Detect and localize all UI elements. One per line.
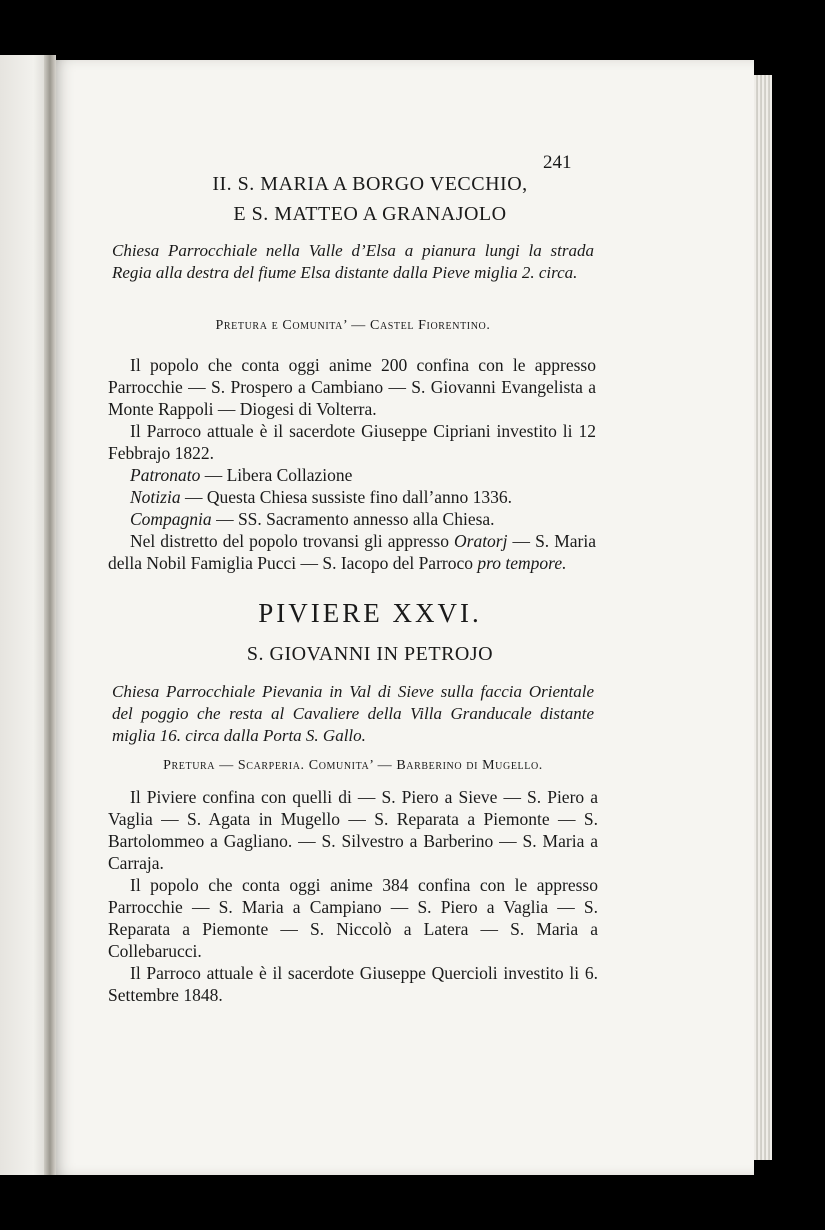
left-page-edge <box>0 55 48 1175</box>
patronato-label: Patronato <box>130 465 201 485</box>
compagnia-label: Compagnia <box>130 509 212 529</box>
section2-court: Pretura — Scarperia. Comunita’ — Barberino di Mugello. <box>163 758 543 773</box>
section2-paragraph3: Il Parroco attuale è il sacerdote Giuseppe Quercioli investito li 6. Settembre 1848. <box>108 963 598 1005</box>
section1-title-line2: E S. MATTEO A GRANAJOLO <box>233 203 507 225</box>
paragraph3-start: Nel distretto del popolo trovansi gli appresso <box>130 531 449 551</box>
section1-description: Chiesa Parrocchiale nella Valle d’Elsa a pianura lungi la strada Regia alla destra del fiume Elsa distante dalla Pieve miglia 2. circa. <box>112 241 594 282</box>
section1-patronato <box>108 464 596 486</box>
notizia-value: — Questa Chiesa sussiste fino dall’anno 1336. <box>184 487 513 507</box>
paragraph3-end: pro tempore. <box>477 553 567 573</box>
section2-body <box>108 786 598 1006</box>
section1-compagnia <box>108 508 596 530</box>
section1-paragraph3 <box>108 530 596 574</box>
section1-paragraph1: Il popolo che conta oggi anime 200 confina con le appresso Parrocchie — S. Prospero a Cambiano — S. Giovanni Evangelista a Monte Rappoli — Diogesi di Volterra. <box>108 355 596 419</box>
section1-title-line1: II. S. MARIA A BORGO VECCHIO, <box>212 173 528 195</box>
page-number: 241 <box>543 152 572 173</box>
section1-paragraph2: Il Parroco attuale è il sacerdote Giuseppe Cipriani investito li 12 Febbrajo 1822. <box>108 421 596 463</box>
section2-title: PIVIERE XXVI. <box>258 598 482 628</box>
section2-paragraph2: Il popolo che conta oggi anime 384 confina con le appresso Parrocchie — S. Maria a Campiano — S. Piero a Vaglia — S. Reparata a Piemonte — S. Niccolò a Latera — S. Maria a Collebarucci. <box>108 875 598 961</box>
section1-court: Pretura e Comunita’ — Castel Fiorentino. <box>215 318 491 333</box>
section2-description: Chiesa Parrocchiale Pievania in Val di Sieve sulla faccia Orientale del poggio che resta al Cavaliere della Villa Granducale distante miglia 16. circa dalla Porta S. Gallo. <box>112 682 594 745</box>
notizia-label: Notizia <box>130 487 181 507</box>
paragraph3-oratorj: Oratorj <box>454 531 508 551</box>
paragraph3-mid: — S. Maria della Nobil Famiglia Pucci — S. Iacopo del Parroco <box>108 531 597 573</box>
section2-paragraph1: Il Piviere confina con quelli di — S. Piero a Sieve — S. Piero a Vaglia — S. Agata in Mugello — S. Reparata a Piemonte — S. Bartolommeo a Gagliano. — S. Silvestro a Barberino — S. Maria a Carraja. <box>108 787 598 873</box>
compagnia-value: — SS. Sacramento annesso alla Chiesa. <box>216 509 495 529</box>
section2-subtitle: S. GIOVANNI IN PETROJO <box>246 643 494 665</box>
section1-body <box>108 354 596 574</box>
patronato-value: — Libera Collazione <box>204 465 353 485</box>
section1-notizia <box>108 486 596 508</box>
book-gutter <box>44 55 56 1175</box>
